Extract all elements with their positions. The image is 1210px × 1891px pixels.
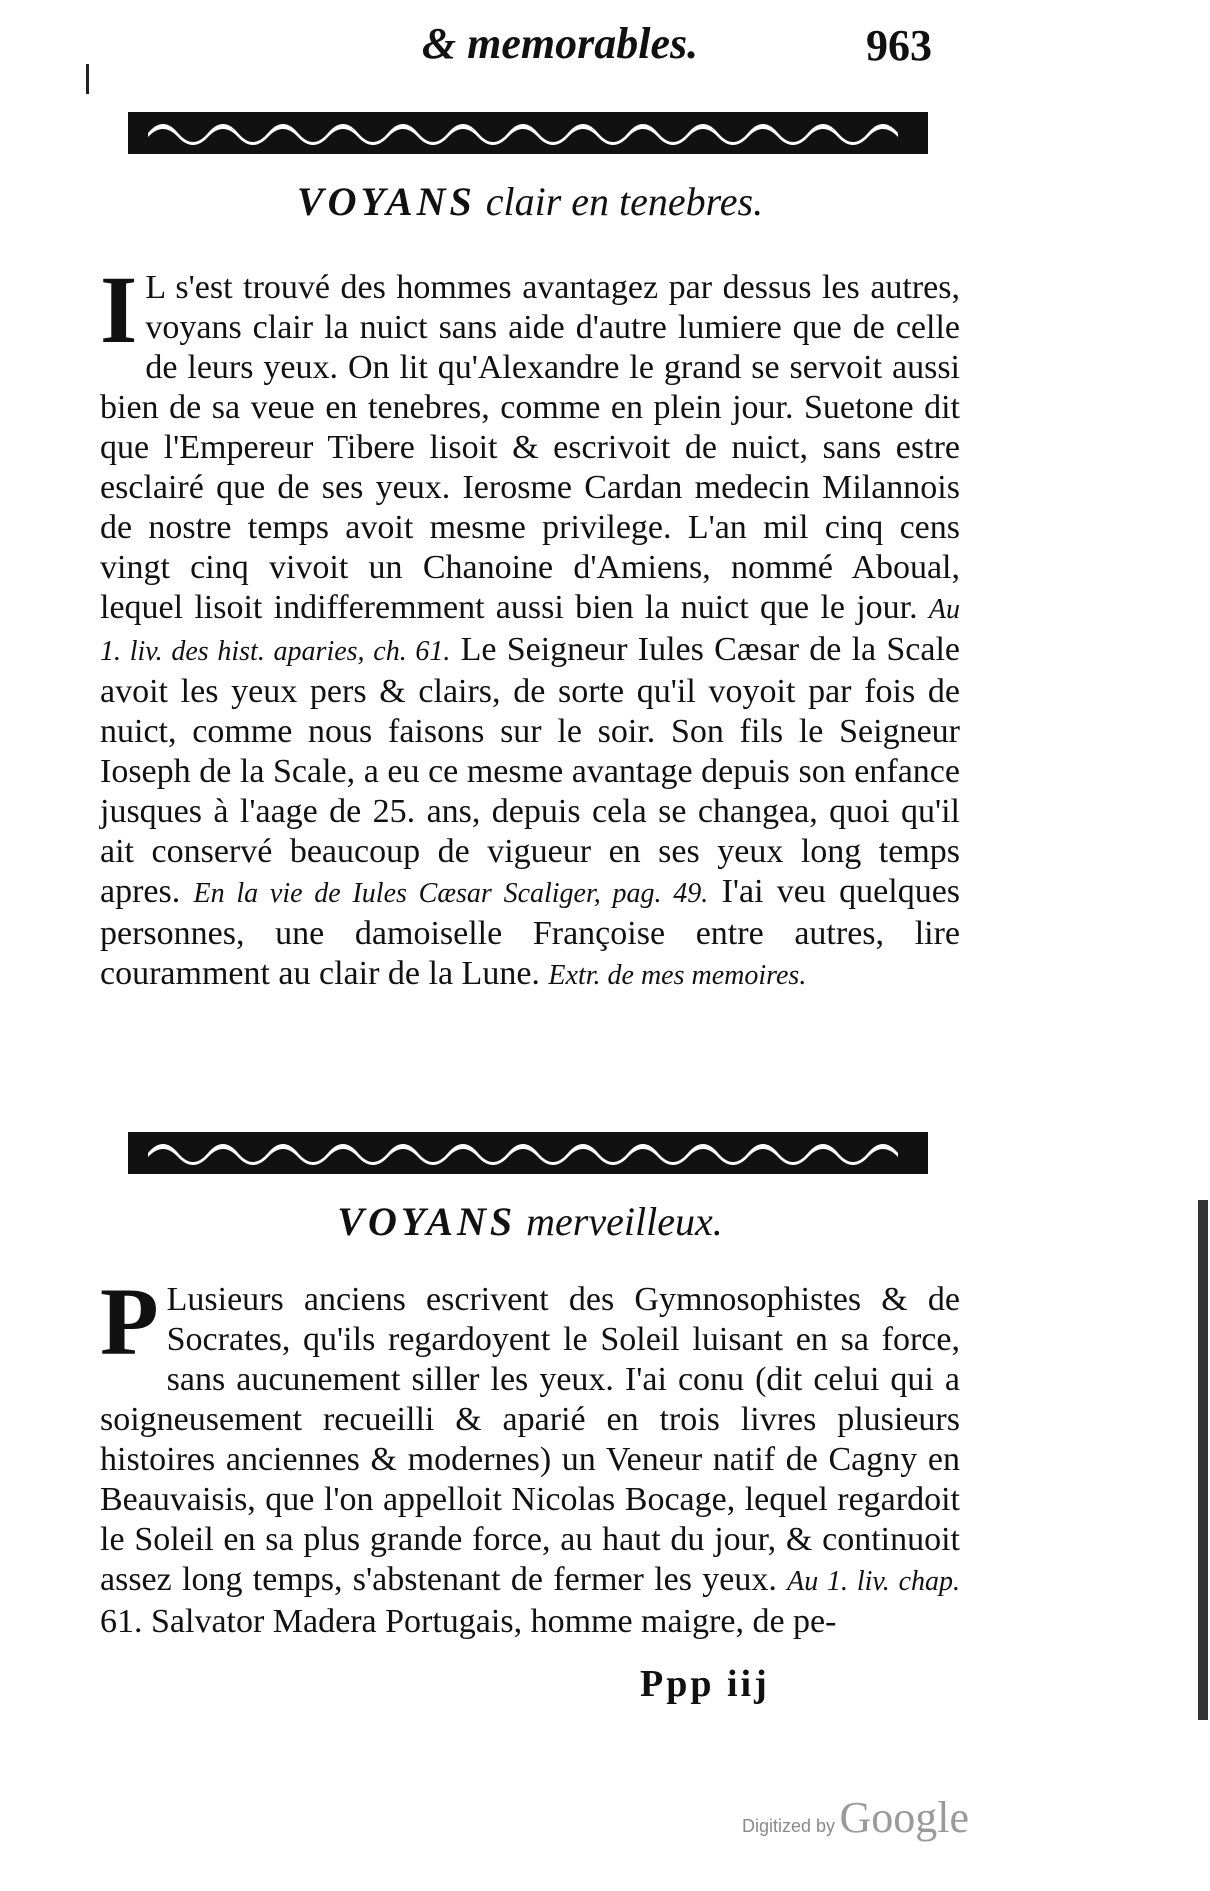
citation: Au 1. liv. des hist. aparies, ch. 61. [100,594,961,667]
margin-mark [86,64,89,94]
section-body-1 [100,256,961,996]
paragraph-text: Le Seigneur Iules Cæsar de la Scale avoit les yeux pers & clairs, de sorte qu'il voyoit par fois de nuict, comme nous faisons sur le soir. Son fils le Seigneur Ioseph de la Scale, a eu ce mesme avantage depuis son enfance jusques à l'aage de 25. ans, depuis cela se changea, quoi qu'il ait conservé beaucoup de vigueur en ses yeux long temps apres. [100,631,960,910]
section-body-2 [100,1268,960,1642]
section-title-1 [100,178,960,225]
signature-mark: Ppp iij [640,1663,770,1705]
citation: Au 1. liv. chap. [787,1566,960,1597]
section-title-rest: clair en tenebres. [485,179,764,224]
drop-cap: P [100,1268,159,1375]
page-number: 963 [866,21,932,70]
drop-cap: I [100,256,138,363]
digitized-watermark [742,1792,969,1843]
ornament-band-top [128,108,928,158]
citation: Extr. de mes memoires. [548,960,807,991]
section-title-caps: VOYANS [296,179,476,224]
watermark-small: Digitized by [742,1816,836,1836]
paragraph-text: Lusieurs anciens escrivent des Gymnosophistes & de Socrates, qu'ils regardoyent le Soleil luisant en sa force, sans aucunement siller les yeux. I'ai conu (dit celui qui a soigneusement recueilli & aparié en trois livres plusieurs histoires anciennes & modernes) un Veneur natif de Cagny en Beauvaisis, que l'on appelloit Nicolas Bocage, lequel regardoit le Soleil en sa plus grande force, au haut du jour, & continuoit assez long temps, s'abstenant de fermer les yeux. [100,1281,960,1598]
paragraph-text: 61. Salvator Madera Portugais, homme maigre, de pe- [100,1603,837,1640]
watermark-logo: Google [839,1793,970,1842]
paragraph-text: L s'est trouvé des hommes avantagez par dessus les autres, voyans clair la nuict sans aide d'autre lumiere que de celle de leurs yeux. On lit qu'Alexandre le grand se servoit aussi bien de sa veue en tenebres, comme en plein jour. Suetone dit que l'Empereur Tibere lisoit & escrivoit de nuict, sans estre esclairé que de ses yeux. Ierosme Cardan medecin Milannois de nostre temps avoit mesme privilege. L'an mil cinq cens vingt cinq vivoit un Chanoine d'Amiens, nommé Aboual, lequel lisoit indifferemment aussi bien la nuict que le jour. [100,269,960,626]
running-title: & memorables. [421,19,699,68]
margin-mark [1198,1200,1208,1720]
section-title-2 [100,1198,960,1245]
ornament-band-middle [128,1128,928,1178]
citation: En la vie de Iules Cæsar Scaliger, pag. 49. [193,878,709,909]
paragraph-text: I'ai veu quelques personnes, une damoiselle Françoise entre autres, lire couramment au clair de la Lune. [100,873,961,992]
section-title-rest: merveilleux. [526,1199,723,1244]
section-title-caps: VOYANS [337,1199,517,1244]
